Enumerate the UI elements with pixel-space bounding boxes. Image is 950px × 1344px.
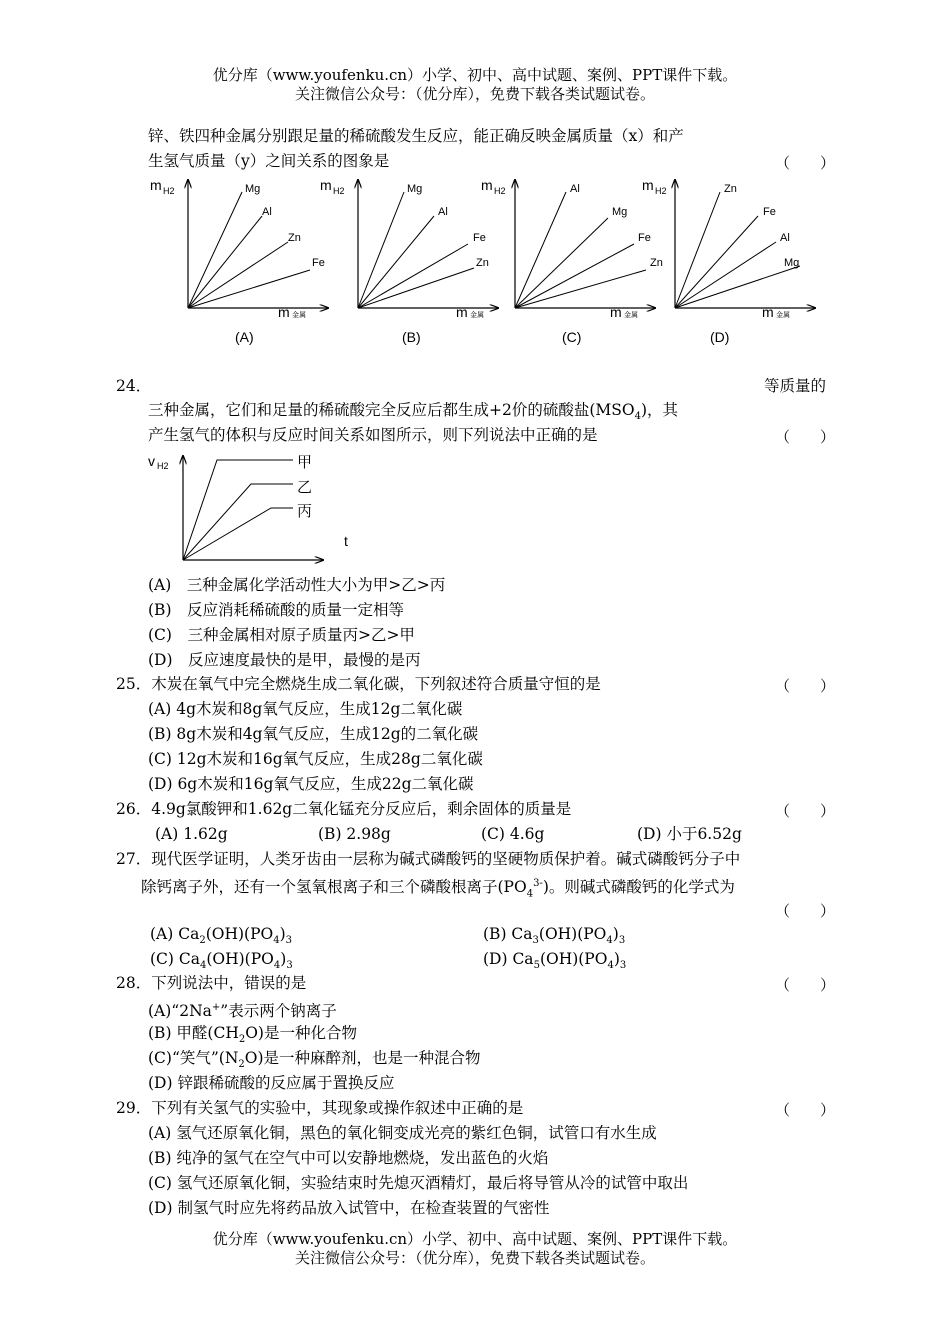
q24-ysub: H2 xyxy=(157,461,169,471)
series-bing-label: 丙 xyxy=(297,502,313,520)
series-yi-line xyxy=(183,484,293,560)
q24-ylabel: v xyxy=(148,453,155,469)
graph-b-line-1 xyxy=(358,192,404,308)
q24-number: 24． xyxy=(116,377,152,395)
graph-d-label-1: Zn xyxy=(724,183,737,195)
graph-b-label-4: Zn xyxy=(476,257,489,269)
page-footer-line1: 优分库（www.youfenku.cn）小学、初中、高中试题、案例、PPT课件下载。 xyxy=(212,1230,738,1248)
q28-answer-blank: （ ） xyxy=(775,976,836,994)
q26-option-d: (D) 小于6.52g xyxy=(637,825,742,843)
graph-a-ysub: H2 xyxy=(163,186,175,196)
graph-d-label-3: Al xyxy=(780,232,790,244)
graph-b-ylabel: m xyxy=(320,177,332,193)
q23-stem-line2: 生氢气质量（y）之间关系的图象是 xyxy=(148,152,390,170)
q27-option-d: (D) $Ca_5(OH)(PO_4)_3$ xyxy=(483,950,627,972)
graph-b xyxy=(320,177,498,345)
q27-option-c: (C) $Ca_4(OH)(PO_4)_3$ xyxy=(150,950,293,972)
graph-a-caption: (A) xyxy=(235,329,254,345)
series-yi-label: 乙 xyxy=(297,478,313,496)
q26-option-b: (B) 2.98g xyxy=(318,825,391,843)
q25-option-b: (B) 8g木炭和4g氧气反应，生成12g的二氧化碳 xyxy=(148,725,479,743)
graph-c-xsub: 金属 xyxy=(624,312,638,319)
q25-answer-blank: （ ） xyxy=(775,677,836,695)
q24-stem-tail: 等质量的 xyxy=(764,377,827,395)
q26-option-a: (A) 1.62g xyxy=(155,825,228,843)
q24-answer-blank: （ ） xyxy=(775,428,836,446)
q28-option-a: (A)“2Na+”表示两个钠离子 xyxy=(148,1002,337,1021)
page-footer-line2: 关注微信公众号：（优分库），免费下载各类试题试卷。 xyxy=(294,1249,655,1267)
q28-option-c: (C)“笑气$”(N_2O)$是一种麻醉剂，也是一种混合物 xyxy=(148,1049,481,1071)
graph-c-line-1 xyxy=(515,192,566,308)
q27-option-b: (B) $Ca_3(OH)(PO_4)_3$ xyxy=(483,925,626,947)
graph-c-line-3 xyxy=(515,244,634,308)
series-jia-line xyxy=(183,460,293,560)
graph-b-line-2 xyxy=(358,216,434,308)
q27-option-a: (A) $Ca_2(OH)(PO_4)_3$ xyxy=(150,925,293,947)
graph-d xyxy=(642,177,815,345)
q29-option-b: (B) 纯净的氢气在空气中可以安静地燃烧，发出蓝色的火焰 xyxy=(148,1149,549,1167)
graph-c-label-3: Fe xyxy=(638,232,651,244)
q26-answer-blank: （ ） xyxy=(775,802,836,820)
graph-a-label-3: Zn xyxy=(288,232,301,244)
q24-stem-line1: 三种金属，它们和足量的稀硫酸完全反应后都生成+2价的硫酸盐$(MSO_4)$，其 xyxy=(148,401,679,423)
q23-answer-blank: （ ） xyxy=(775,154,836,172)
q26-option-c: (C) 4.6g xyxy=(481,825,545,843)
q24-option-a: (A) 三种金属化学活动性大小为甲>乙>丙 xyxy=(148,576,446,594)
q29-option-d: (D) 制氢气时应先将药品放入试管中，在检查装置的气密性 xyxy=(148,1199,550,1217)
graph-d-label-4: Mg xyxy=(784,257,800,269)
graph-d-xsub: 金属 xyxy=(776,312,790,319)
graph-a-ylabel: m xyxy=(150,177,162,193)
graph-c-label-4: Zn xyxy=(650,257,663,269)
q28-stem: 28．下列说法中，错误的是 xyxy=(116,974,307,992)
graph-c-xlabel: m xyxy=(610,304,622,320)
q29-option-c: (C) 氢气还原氧化铜，实验结束时先熄灭酒精灯，最后将导管从冷的试管中取出 xyxy=(148,1174,689,1192)
q23-stem-line1: 锌、铁四种金属分别跟足量的稀硫酸发生反应，能正确反映金属质量（x）和产 xyxy=(148,127,684,145)
q24-option-c: (C) 三种金属相对原子质量丙>乙>甲 xyxy=(148,626,415,644)
series-jia-label: 甲 xyxy=(297,453,313,471)
graph-b-label-1: Mg xyxy=(407,183,423,195)
graph-d-label-2: Fe xyxy=(763,206,776,218)
graph-d-line-1 xyxy=(675,192,720,308)
q26-stem: 26．4.9g氯酸钾和1.62g二氧化锰充分反应后，剩余固体的质量是 xyxy=(116,800,572,818)
graph-c-caption: (C) xyxy=(562,329,582,345)
q25-option-a: (A) 4g木炭和8g氧气反应，生成12g二氧化碳 xyxy=(148,700,463,718)
graph-d-ylabel: m xyxy=(642,177,654,193)
graph-b-xsub: 金属 xyxy=(470,312,484,319)
q25-option-d: (D) 6g木炭和16g氧气反应，生成22g二氧化碳 xyxy=(148,775,474,793)
graph-b-caption: (B) xyxy=(402,329,421,345)
graph-b-label-3: Fe xyxy=(473,232,486,244)
q25-option-c: (C) 12g木炭和16g氧气反应，生成28g二氧化碳 xyxy=(148,750,483,768)
graph-a-line-2 xyxy=(188,216,262,308)
q24-option-d: (D) 反应速度最快的是甲，最慢的是丙 xyxy=(148,651,421,669)
series-bing-line xyxy=(183,508,293,560)
graph-a-line-4 xyxy=(188,270,310,308)
graph-c-label-1: Al xyxy=(570,183,580,195)
page-header-line1: 优分库（www.youfenku.cn）小学、初中、高中试题、案例、PPT课件下载。 xyxy=(212,66,738,84)
graph-d-ysub: H2 xyxy=(655,186,667,196)
q23-graphs xyxy=(0,172,950,352)
q27-stem-line2: 除钙离子外，还有一个氢氧根离子和三个磷酸根离子$(PO_4^{3-})$。则碱式磷酸钙的化学式为 xyxy=(141,878,735,900)
q24-graph xyxy=(145,450,365,570)
graph-d-caption: (D) xyxy=(710,329,730,345)
q24-option-b: (B) 反应消耗稀硫酸的质量一定相等 xyxy=(148,601,404,619)
graph-a-xsub: 金属 xyxy=(292,312,306,319)
graph-b-ysub: H2 xyxy=(333,186,345,196)
graph-a-label-2: Al xyxy=(262,206,272,218)
graph-c-ysub: H2 xyxy=(494,186,506,196)
graph-d-xlabel: m xyxy=(762,304,774,320)
graph-a-label-1: Mg xyxy=(245,183,261,195)
graph-c-label-2: Mg xyxy=(612,206,628,218)
q28-option-b: (B) 甲醛$(CH_2O)$是一种化合物 xyxy=(148,1024,357,1046)
graph-b-label-2: Al xyxy=(438,206,448,218)
graph-a-xlabel: m xyxy=(278,304,290,320)
q24-xlabel: t xyxy=(344,533,348,549)
q29-stem: 29．下列有关氢气的实验中，其现象或操作叙述中正确的是 xyxy=(116,1099,524,1117)
graph-b-xlabel: m xyxy=(456,304,468,320)
q27-answer-blank: （ ） xyxy=(775,902,836,920)
graph-c-ylabel: m xyxy=(481,177,493,193)
q25-stem: 25．木炭在氧气中完全燃烧生成二氧化碳，下列叙述符合质量守恒的是 xyxy=(116,675,601,693)
page-header-line2: 关注微信公众号：（优分库），免费下载各类试题试卷。 xyxy=(294,85,655,103)
graph-a xyxy=(150,177,328,345)
q29-answer-blank: （ ） xyxy=(775,1101,836,1119)
q29-option-a: (A) 氢气还原氧化铜，黑色的氧化铜变成光亮的紫红色铜，试管口有水生成 xyxy=(148,1124,657,1142)
q28-option-d: (D) 锌跟稀硫酸的反应属于置换反应 xyxy=(148,1074,395,1092)
graph-c xyxy=(481,177,663,345)
q24-stem-line2: 产生氢气的体积与反应时间关系如图所示，则下列说法中正确的是 xyxy=(148,426,598,444)
graph-a-label-4: Fe xyxy=(312,257,325,269)
q27-stem-line1: 27．现代医学证明，人类牙齿由一层称为碱式磷酸钙的坚硬物质保护着。碱式磷酸钙分子中 xyxy=(116,850,741,868)
